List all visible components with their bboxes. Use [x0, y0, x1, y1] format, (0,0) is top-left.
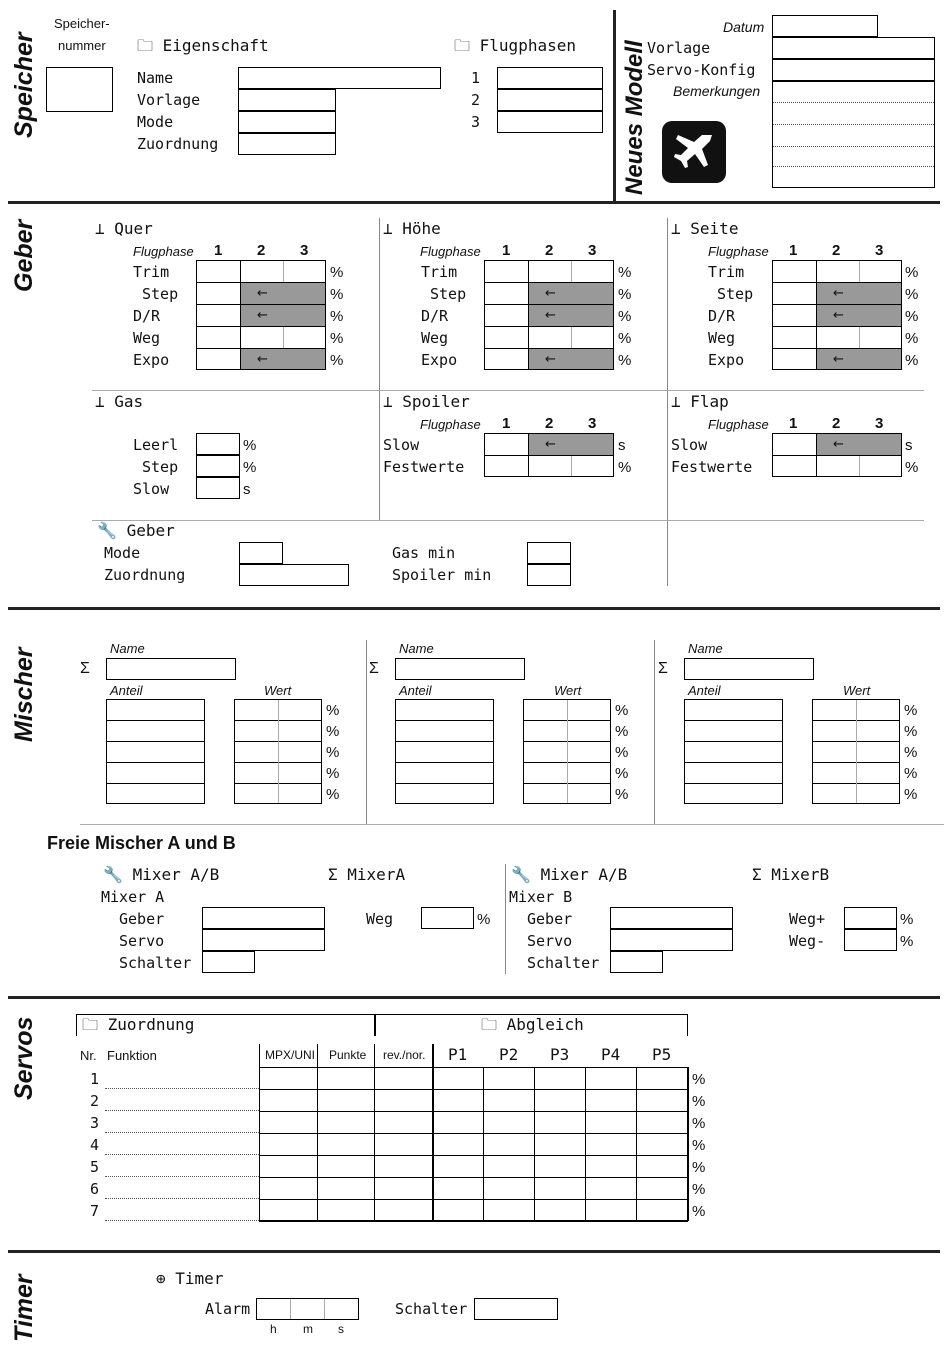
geber-mode-field[interactable]: [239, 542, 283, 564]
col-p5: P5: [652, 1045, 672, 1064]
quer-step-label: Step: [142, 285, 179, 303]
col-p1: P1: [448, 1045, 468, 1064]
hoehe-expo-arrow: ←: [545, 352, 556, 367]
mischer1-sigma: Σ: [80, 660, 90, 677]
flap-ph2: 2: [832, 415, 841, 432]
hoehe-pct-2: %: [618, 286, 632, 303]
servo-row-7[interactable]: [80, 1200, 706, 1222]
quer-ph3: 3: [300, 242, 309, 259]
gas-step-field[interactable]: [196, 455, 240, 477]
col-punkte: Punkte: [329, 1048, 367, 1062]
quer-weg-label: Weg: [133, 329, 161, 347]
hoehe-ph1: 1: [502, 242, 511, 259]
seite-pct-5: %: [905, 352, 919, 369]
timer-schalter-field[interactable]: [474, 1298, 558, 1320]
hoehe-weg-label: Weg: [421, 329, 449, 347]
servo-pct: %: [692, 1159, 706, 1176]
servo-pct: %: [692, 1093, 706, 1110]
stick-icon: ⊥: [95, 219, 105, 238]
gas-step-label: Step: [142, 458, 179, 476]
hoehe-expo-label: Expo: [421, 351, 458, 369]
mischer2-name-field[interactable]: [395, 658, 525, 680]
mischer2-anteil-list[interactable]: [395, 699, 494, 804]
folder-icon: 🗀: [481, 1015, 498, 1034]
quer-trim-label: Trim: [133, 263, 170, 281]
mode-field[interactable]: [238, 111, 336, 133]
gas-heading: ⊥ Gas: [95, 392, 144, 411]
hoehe-pct-5: %: [618, 352, 632, 369]
speichernummer-label-1: Speicher-: [54, 16, 110, 31]
sigma-icon: Σ: [752, 865, 762, 884]
hoehe-ph2: 2: [545, 242, 554, 259]
folder-icon: 🗀: [454, 36, 471, 55]
freie-mischer-title: Freie Mischer A und B: [47, 833, 236, 853]
spoiler-grid[interactable]: [484, 433, 614, 477]
spoiler-slow-arrow: ←: [545, 437, 556, 452]
divider-1: [8, 201, 940, 204]
stick-icon: ⊥: [95, 392, 105, 411]
mixer-b-wegplus-field[interactable]: [844, 907, 897, 929]
servo-nr: 2: [90, 1092, 100, 1110]
gas-slow-label: Slow: [133, 480, 170, 498]
mixer-b-wegplus-label: Weg+: [789, 910, 826, 928]
gas-min-field[interactable]: [527, 542, 571, 564]
mischer1-wert-label: Wert: [264, 683, 292, 698]
servo-nr: 3: [90, 1114, 100, 1132]
mischer3-anteil-list[interactable]: [684, 699, 783, 804]
col-funktion: Funktion: [107, 1048, 157, 1063]
label-zuordnung: Zuordnung: [137, 135, 219, 153]
mischer1-pct-1: %: [326, 702, 340, 719]
mischer2-pct-4: %: [615, 765, 629, 782]
col-rev: rev./nor.: [383, 1048, 426, 1062]
col-mpx: MPX/UNI: [265, 1048, 316, 1062]
mischer3-sigma: Σ: [658, 660, 668, 677]
quer-ph2: 2: [257, 242, 266, 259]
stick-icon: ⊥: [383, 219, 393, 238]
quer-pct-2: %: [330, 286, 344, 303]
servo-nr: 7: [90, 1202, 100, 1220]
speichernummer-field[interactable]: [46, 67, 113, 112]
mischer3-wert-label: Wert: [843, 683, 871, 698]
mixer-a-servo-field[interactable]: [202, 929, 325, 951]
flap-ph1: 1: [789, 415, 798, 432]
servo-nr: 1: [90, 1070, 100, 1088]
quer-pct-3: %: [330, 308, 344, 325]
seite-heading: ⊥ Seite: [671, 219, 739, 238]
folder-icon: 🗀: [82, 1015, 99, 1034]
spoiler-festwerte-unit: %: [618, 459, 632, 476]
spoiler-heading: ⊥ Spoiler: [383, 392, 470, 411]
mischer2-pct-3: %: [615, 744, 629, 761]
hoehe-grid[interactable]: [484, 260, 614, 370]
col-nr: Nr.: [80, 1048, 97, 1063]
flap-grid[interactable]: [772, 433, 902, 477]
vorlage-modell-field[interactable]: [772, 37, 935, 59]
quer-pct-4: %: [330, 330, 344, 347]
flugphase-2-label: 2: [471, 91, 481, 109]
quer-pct-1: %: [330, 264, 344, 281]
mixer-b-servo-field[interactable]: [610, 929, 733, 951]
mixer-a-weg-field[interactable]: [421, 907, 474, 929]
mixer-ab-heading-b: 🔧 Mixer A/B: [511, 865, 628, 884]
gas-slow-field[interactable]: [196, 477, 240, 499]
quer-pct-5: %: [330, 352, 344, 369]
flap-slow-arrow: ←: [833, 437, 844, 452]
hoehe-pct-3: %: [618, 308, 632, 325]
spoiler-ph2: 2: [545, 415, 554, 432]
mischer2-pct-5: %: [615, 786, 629, 803]
servo-row-3[interactable]: [80, 1112, 706, 1134]
servo-row-2[interactable]: [80, 1090, 706, 1112]
servo-pct: %: [692, 1115, 706, 1132]
label-bemerkungen: Bemerkungen: [673, 83, 761, 99]
mischer3-pct-2: %: [904, 723, 918, 740]
quer-dr-arrow: ←: [257, 308, 268, 323]
hoehe-pct-1: %: [618, 264, 632, 281]
flap-festwerte-unit: %: [905, 459, 919, 476]
hoehe-dr-arrow: ←: [545, 308, 556, 323]
spoiler-ph1: 1: [502, 415, 511, 432]
mischer3-anteil-label: Anteil: [688, 683, 721, 698]
section-speicher: Speicher: [10, 32, 38, 138]
spoiler-slow-unit: s: [618, 437, 626, 454]
mixer-b-geber-field[interactable]: [610, 907, 733, 929]
mixer-a-geber-field[interactable]: [202, 907, 325, 929]
mixerB-sum-heading: Σ MixerB: [752, 865, 830, 884]
datum-field[interactable]: [772, 15, 878, 37]
flugphasen-heading: 🗀 Flugphasen: [454, 36, 576, 55]
label-name: Name: [137, 69, 174, 87]
flap-slow-unit: s: [905, 437, 913, 454]
zuordnung-field[interactable]: [238, 133, 336, 155]
seite-pct-4: %: [905, 330, 919, 347]
seite-pct-3: %: [905, 308, 919, 325]
mixer-a-weg-unit: %: [477, 911, 491, 928]
mischer1-pct-4: %: [326, 765, 340, 782]
seite-dr-label: D/R: [708, 307, 736, 325]
mischer1-pct-3: %: [326, 744, 340, 761]
mischer2-name-label: Name: [399, 641, 434, 656]
flap-flugphase-label: Flugphase: [708, 417, 769, 432]
mischer3-pct-1: %: [904, 702, 918, 719]
mixer-a-geber-label: Geber: [119, 910, 165, 928]
servo-nr: 4: [90, 1136, 100, 1154]
hoehe-pct-4: %: [618, 330, 632, 347]
mischer3-pct-5: %: [904, 786, 918, 803]
wrench-icon: 🔧: [511, 865, 531, 884]
folder-icon: 🗀: [137, 36, 154, 55]
mischer1-name-field[interactable]: [106, 658, 236, 680]
mischer1-name-label: Name: [110, 641, 145, 656]
quer-step-arrow: ←: [257, 286, 268, 301]
servo-pct: %: [692, 1181, 706, 1198]
mischer3-name-field[interactable]: [684, 658, 814, 680]
servo-row-4[interactable]: [80, 1134, 706, 1156]
hoehe-heading: ⊥ Höhe: [383, 219, 441, 238]
alarm-label: Alarm: [205, 1300, 251, 1318]
hoehe-flugphase-label: Flugphase: [420, 244, 481, 259]
spoiler-min-field[interactable]: [527, 564, 571, 586]
eigenschaft-heading: 🗀 Eigenschaft: [137, 36, 269, 55]
quer-heading: ⊥ Quer: [95, 219, 153, 238]
section-mischer: Mischer: [10, 647, 38, 742]
mischer3-name-label: Name: [688, 641, 723, 656]
seite-trim-label: Trim: [708, 263, 745, 281]
quer-flugphase-label: Flugphase: [133, 244, 194, 259]
quer-expo-arrow: ←: [257, 352, 268, 367]
seite-ph1: 1: [789, 242, 798, 259]
flap-festwerte-label: Festwerte: [671, 458, 753, 476]
mischer1-pct-2: %: [326, 723, 340, 740]
stick-icon: ⊥: [383, 392, 393, 411]
mischer1-anteil-list[interactable]: [106, 699, 205, 804]
spoiler-festwerte-label: Festwerte: [383, 458, 465, 476]
mischer2-pct-2: %: [615, 723, 629, 740]
sigma-icon: Σ: [328, 865, 338, 884]
seite-step-label: Step: [717, 285, 754, 303]
mischer3-pct-4: %: [904, 765, 918, 782]
mixer-b-geber-label: Geber: [527, 910, 573, 928]
alarm-field[interactable]: [256, 1298, 359, 1320]
geber-config-heading: 🔧 Geber: [97, 521, 175, 540]
mixer-b-schalter-label: Schalter: [527, 954, 600, 972]
hoehe-trim-label: Trim: [421, 263, 458, 281]
servo-nr: 6: [90, 1180, 100, 1198]
servo-nr: 5: [90, 1158, 100, 1176]
mischer2-sigma: Σ: [369, 660, 379, 677]
mixer-a-schalter-field[interactable]: [202, 951, 255, 973]
flap-heading: ⊥ Flap: [671, 392, 729, 411]
mixer-b-wegminus-field[interactable]: [844, 929, 897, 951]
mischer2-wert-label: Wert: [554, 683, 582, 698]
seite-pct-2: %: [905, 286, 919, 303]
servo-konfig-field[interactable]: [772, 59, 935, 81]
geber-zuordnung-label: Zuordnung: [104, 566, 186, 584]
col-p2: P2: [499, 1045, 519, 1064]
divider-4: [8, 1250, 940, 1253]
quer-dr-label: D/R: [133, 307, 161, 325]
hoehe-step-label: Step: [430, 285, 467, 303]
geber-mode-label: Mode: [104, 544, 141, 562]
hoehe-dr-label: D/R: [421, 307, 449, 325]
section-geber: Geber: [10, 219, 38, 292]
servo-pct: %: [692, 1071, 706, 1088]
mischer2-pct-1: %: [615, 702, 629, 719]
mischer1-anteil-label: Anteil: [110, 683, 143, 698]
gas-leerl-unit: %: [243, 437, 257, 454]
spoiler-ph3: 3: [588, 415, 597, 432]
quer-grid[interactable]: [196, 260, 326, 370]
seite-weg-label: Weg: [708, 329, 736, 347]
gas-slow-unit: s: [243, 481, 251, 498]
mixer-b-wegplus-unit: %: [900, 911, 914, 928]
seite-expo-arrow: ←: [833, 352, 844, 367]
col-p4: P4: [601, 1045, 621, 1064]
label-vorlage-modell: Vorlage: [647, 39, 711, 57]
servo-pct: %: [692, 1137, 706, 1154]
mischer1-pct-5: %: [326, 786, 340, 803]
alarm-m: m: [303, 1322, 313, 1336]
mischer2-anteil-label: Anteil: [399, 683, 432, 698]
mischer1-wert-list[interactable]: [234, 699, 322, 804]
seite-ph2: 2: [832, 242, 841, 259]
flugphase-1-field[interactable]: [497, 67, 603, 89]
flugphase-3-field[interactable]: [497, 111, 603, 133]
wrench-icon: 🔧: [103, 865, 123, 884]
speichernummer-label-2: nummer: [58, 38, 106, 53]
mixer-a-weg-label: Weg: [366, 910, 394, 928]
vorlage-field[interactable]: [238, 89, 336, 111]
alarm-h: h: [270, 1322, 277, 1336]
gas-leerl-label: Leerl: [133, 436, 179, 454]
clock-icon: ⊕: [156, 1269, 166, 1288]
spoiler-min-label: Spoiler min: [392, 566, 492, 584]
servos-abgleich-heading: 🗀 Abgleich: [481, 1015, 584, 1034]
mixerA-sum-heading: Σ MixerA: [328, 865, 406, 884]
flap-slow-label: Slow: [671, 436, 708, 454]
flugphase-1-label: 1: [471, 69, 481, 87]
mixer-a-servo-label: Servo: [119, 932, 165, 950]
mischer2-wert-list[interactable]: [523, 699, 611, 804]
stick-icon: ⊥: [671, 392, 681, 411]
seite-step-arrow: ←: [833, 286, 844, 301]
label-mode: Mode: [137, 113, 174, 131]
geber-zuordnung-field[interactable]: [239, 564, 349, 586]
mixer-ab-heading-a: 🔧 Mixer A/B: [103, 865, 220, 884]
mixer-b-wegminus-unit: %: [900, 933, 914, 950]
mixer-a-schalter-label: Schalter: [119, 954, 192, 972]
timer-schalter-label: Schalter: [395, 1300, 468, 1318]
stick-icon: ⊥: [671, 219, 681, 238]
bemerkungen-field[interactable]: [772, 81, 935, 188]
seite-expo-label: Expo: [708, 351, 745, 369]
mixer-b-servo-label: Servo: [527, 932, 573, 950]
spoiler-flugphase-label: Flugphase: [420, 417, 481, 432]
seite-pct-1: %: [905, 264, 919, 281]
servo-pct: %: [692, 1203, 706, 1220]
mixer-b-schalter-field[interactable]: [610, 951, 663, 973]
spoiler-slow-label: Slow: [383, 436, 420, 454]
col-p3: P3: [550, 1045, 570, 1064]
flap-ph3: 3: [875, 415, 884, 432]
servo-row-6[interactable]: [80, 1178, 706, 1200]
gas-leerl-field[interactable]: [196, 433, 240, 455]
wrench-icon: 🔧: [97, 521, 117, 540]
divider-2: [8, 607, 940, 610]
divider-3: [8, 996, 940, 999]
section-timer: Timer: [10, 1274, 38, 1342]
gas-step-unit: %: [243, 459, 257, 476]
servo-row-1[interactable]: [80, 1068, 706, 1090]
flugphase-3-label: 3: [471, 113, 481, 131]
mixer-b-label: Mixer B: [509, 888, 573, 906]
airplane-icon: [662, 121, 726, 183]
seite-grid[interactable]: [772, 260, 902, 370]
seite-ph3: 3: [875, 242, 884, 259]
mischer3-wert-list[interactable]: [812, 699, 900, 804]
servos-zuordnung-heading: 🗀 Zuordnung: [82, 1015, 195, 1034]
label-vorlage: Vorlage: [137, 91, 201, 109]
label-datum: Datum: [723, 19, 765, 35]
servo-row-5[interactable]: [80, 1156, 706, 1178]
name-field[interactable]: [238, 67, 441, 89]
mixer-a-label: Mixer A: [101, 888, 165, 906]
label-servo-konfig: Servo-Konfig: [647, 61, 756, 79]
hoehe-step-arrow: ←: [545, 286, 556, 301]
quer-expo-label: Expo: [133, 351, 170, 369]
gas-min-label: Gas min: [392, 544, 456, 562]
section-servos: Servos: [10, 1016, 38, 1100]
alarm-s: s: [338, 1322, 344, 1336]
mixer-b-wegminus-label: Weg-: [789, 932, 826, 950]
seite-flugphase-label: Flugphase: [708, 244, 769, 259]
speicher-divider: [613, 10, 616, 202]
quer-ph1: 1: [214, 242, 223, 259]
hoehe-ph3: 3: [588, 242, 597, 259]
section-neues-modell: Neues Modell: [621, 40, 648, 195]
seite-dr-arrow: ←: [833, 308, 844, 323]
timer-heading: ⊕ Timer: [156, 1269, 224, 1288]
mischer3-pct-3: %: [904, 744, 918, 761]
flugphase-2-field[interactable]: [497, 89, 603, 111]
